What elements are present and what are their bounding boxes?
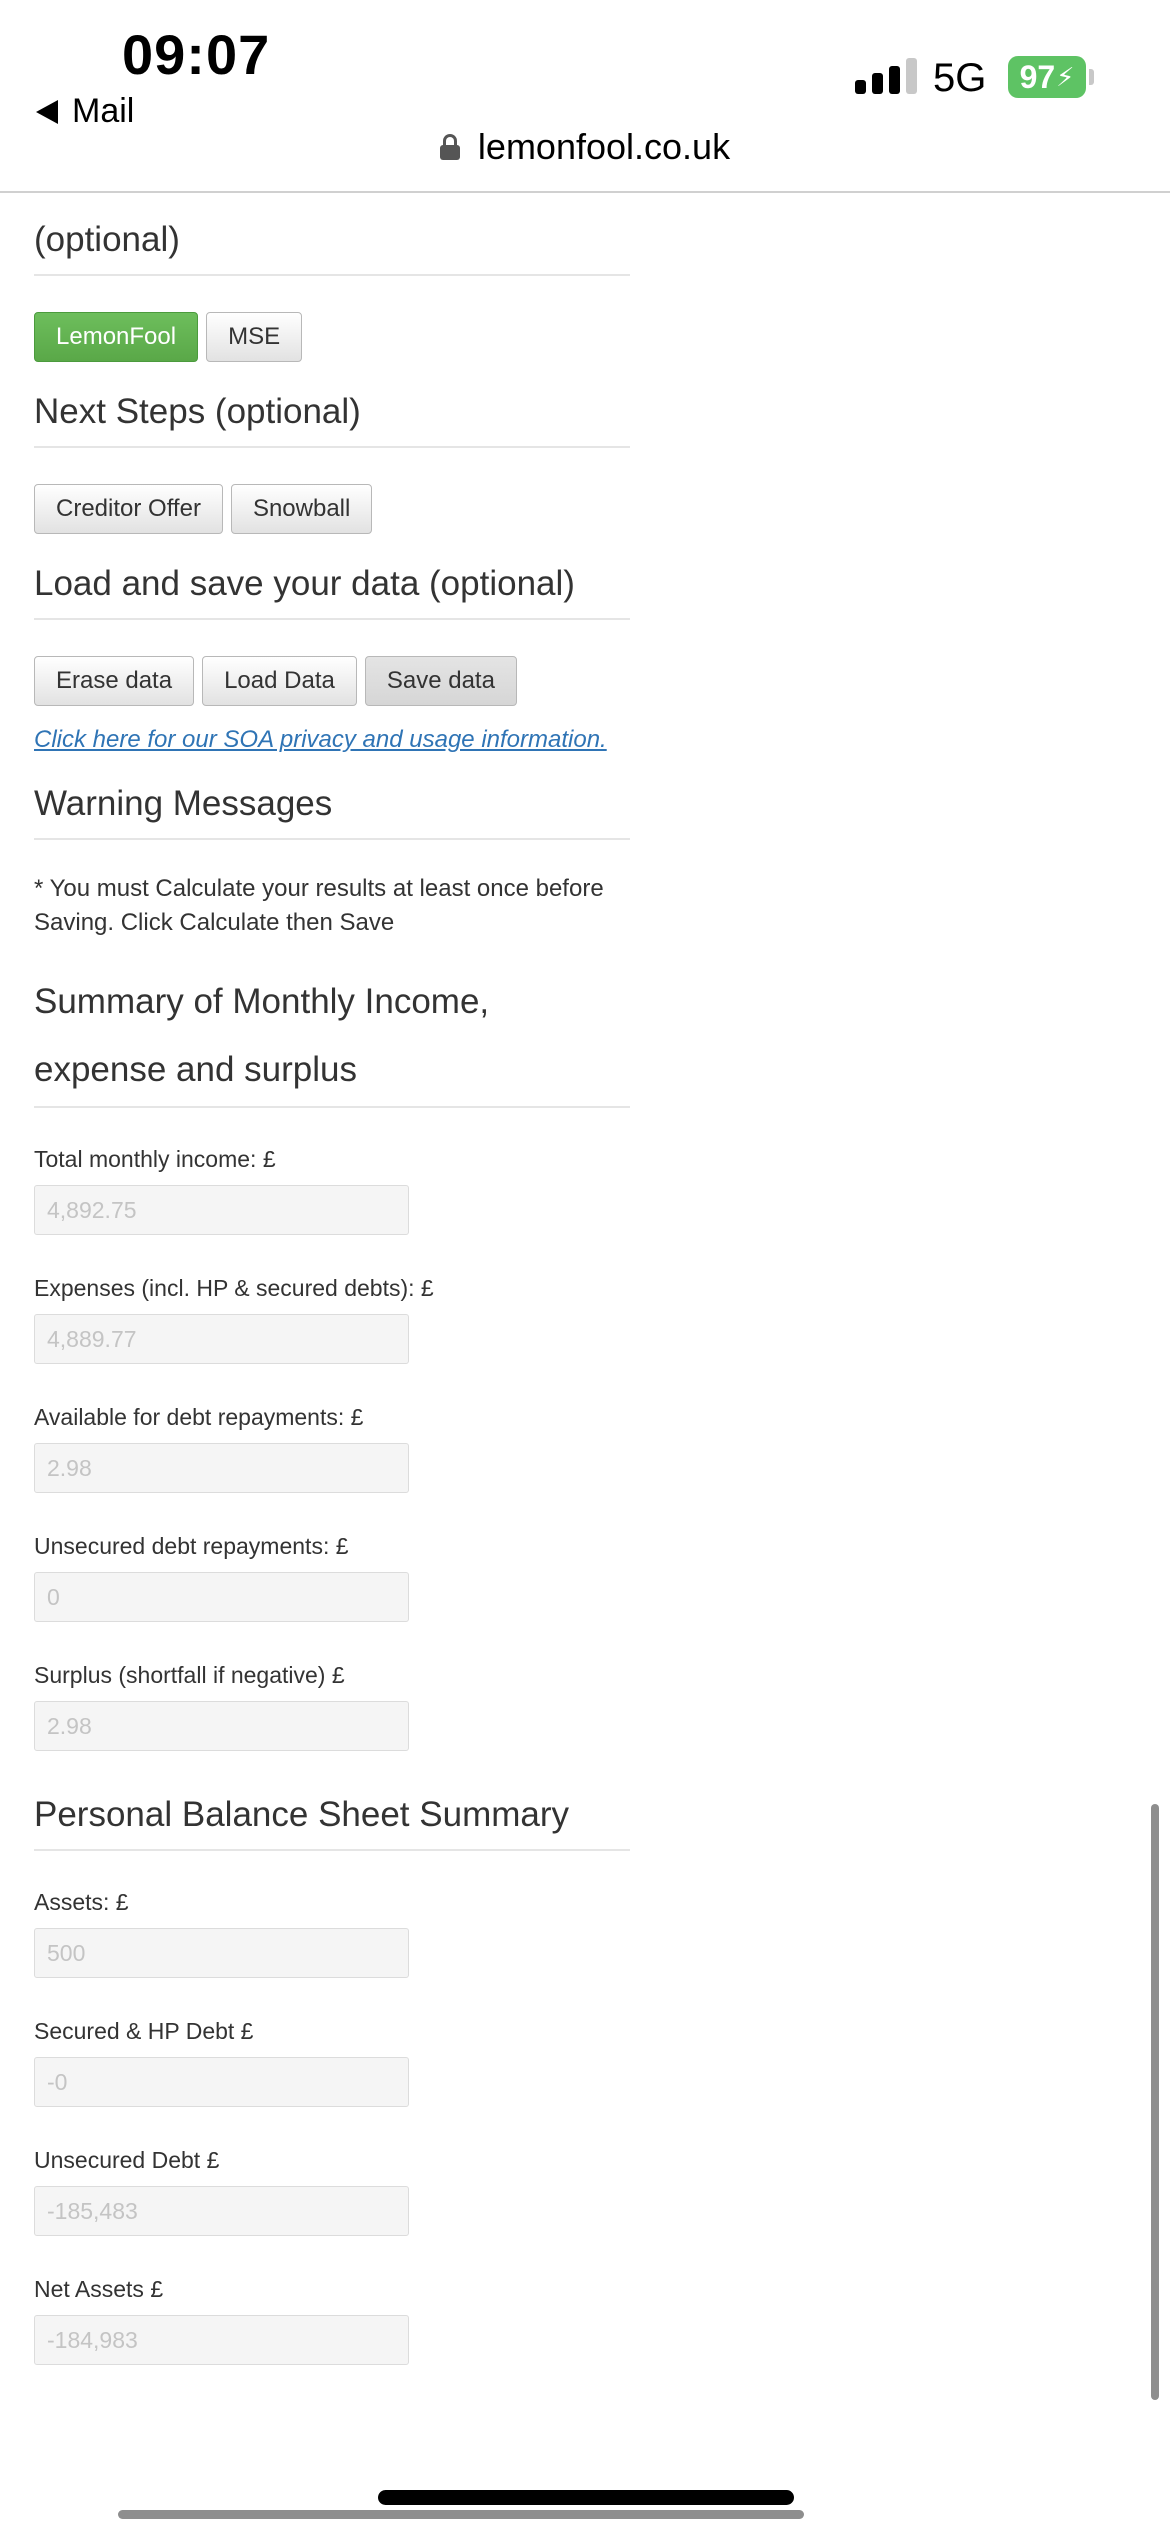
assets-field: 500 (34, 1928, 409, 1978)
summary-heading (34, 968, 630, 1108)
summary-field (34, 1146, 630, 1235)
address-bar[interactable] (0, 126, 1170, 168)
horizontal-scrollbar[interactable] (118, 2510, 804, 2519)
summary-heading-line-1: Summary of Monthly Income, (34, 982, 490, 1021)
battery-tip (1089, 69, 1094, 85)
lock-icon (440, 134, 460, 160)
home-indicator[interactable] (378, 2490, 794, 2505)
balance-field (34, 2276, 630, 2365)
status-bar (0, 0, 1170, 192)
balance-field (34, 2147, 630, 2236)
save-data-button[interactable]: Save data (365, 656, 517, 706)
expenses-field: 4,889.77 (34, 1314, 409, 1364)
network-type: 5G (933, 56, 987, 100)
privacy-link[interactable]: Click here for our SOA privacy and usage information. (34, 726, 607, 753)
summary-field (34, 1404, 630, 1493)
balance-field (34, 2018, 630, 2107)
back-label: Mail (72, 92, 135, 130)
field-label: Net Assets £ (34, 2276, 164, 2302)
unsecured-debt-field: -185,483 (34, 2186, 409, 2236)
field-label: Surplus (shortfall if negative) £ (34, 1662, 345, 1688)
optional-heading: (optional) (34, 220, 630, 276)
snowball-button[interactable]: Snowball (231, 484, 372, 534)
warning-heading: Warning Messages (34, 784, 630, 840)
url-text: lemonfool.co.uk (477, 126, 731, 167)
battery-icon: 97 ⚡ (1008, 56, 1086, 98)
field-label: Secured & HP Debt £ (34, 2018, 254, 2044)
field-label: Unsecured Debt £ (34, 2147, 220, 2173)
field-label: Total monthly income: £ (34, 1146, 276, 1172)
summary-field (34, 1275, 630, 1364)
surplus-field: 2.98 (34, 1701, 409, 1751)
load-save-button-row (34, 656, 630, 706)
net-assets-field: -184,983 (34, 2315, 409, 2365)
load-data-button[interactable]: Load Data (202, 656, 357, 706)
vertical-scrollbar[interactable] (1151, 1804, 1159, 2400)
next-steps-button-row (34, 484, 630, 534)
next-steps-heading: Next Steps (optional) (34, 392, 630, 448)
cellular-signal-icon (855, 58, 917, 94)
battery-level: 97 (1019, 58, 1056, 95)
available-for-debt-field: 2.98 (34, 1443, 409, 1493)
balance-field-group (34, 1889, 630, 2365)
secured-hp-debt-field: -0 (34, 2057, 409, 2107)
status-time: 09:07 (122, 23, 271, 86)
back-arrow-icon (36, 100, 58, 124)
field-label: Unsecured debt repayments: £ (34, 1533, 349, 1559)
page-content (34, 192, 630, 2365)
load-save-heading: Load and save your data (optional) (34, 564, 630, 620)
summary-field-group (34, 1146, 630, 1751)
mse-button[interactable]: MSE (206, 312, 302, 362)
balance-field (34, 1889, 630, 1978)
creditor-offer-button[interactable]: Creditor Offer (34, 484, 223, 534)
field-label: Assets: £ (34, 1889, 129, 1915)
lemonfool-button[interactable]: LemonFool (34, 312, 198, 362)
total-monthly-income-field: 4,892.75 (34, 1185, 409, 1235)
erase-data-button[interactable]: Erase data (34, 656, 194, 706)
summary-heading-line-2: expense and surplus (34, 1050, 357, 1089)
field-label: Available for debt repayments: £ (34, 1404, 364, 1430)
warning-message: * You must Calculate your results at least once before Saving. Click Calculate then Save (34, 875, 604, 936)
optional-button-row (34, 312, 630, 362)
summary-field (34, 1662, 630, 1751)
summary-field (34, 1533, 630, 1622)
unsecured-debt-repayments-field: 0 (34, 1572, 409, 1622)
balance-sheet-heading: Personal Balance Sheet Summary (34, 1795, 630, 1851)
field-label: Expenses (incl. HP & secured debts): £ (34, 1275, 434, 1301)
